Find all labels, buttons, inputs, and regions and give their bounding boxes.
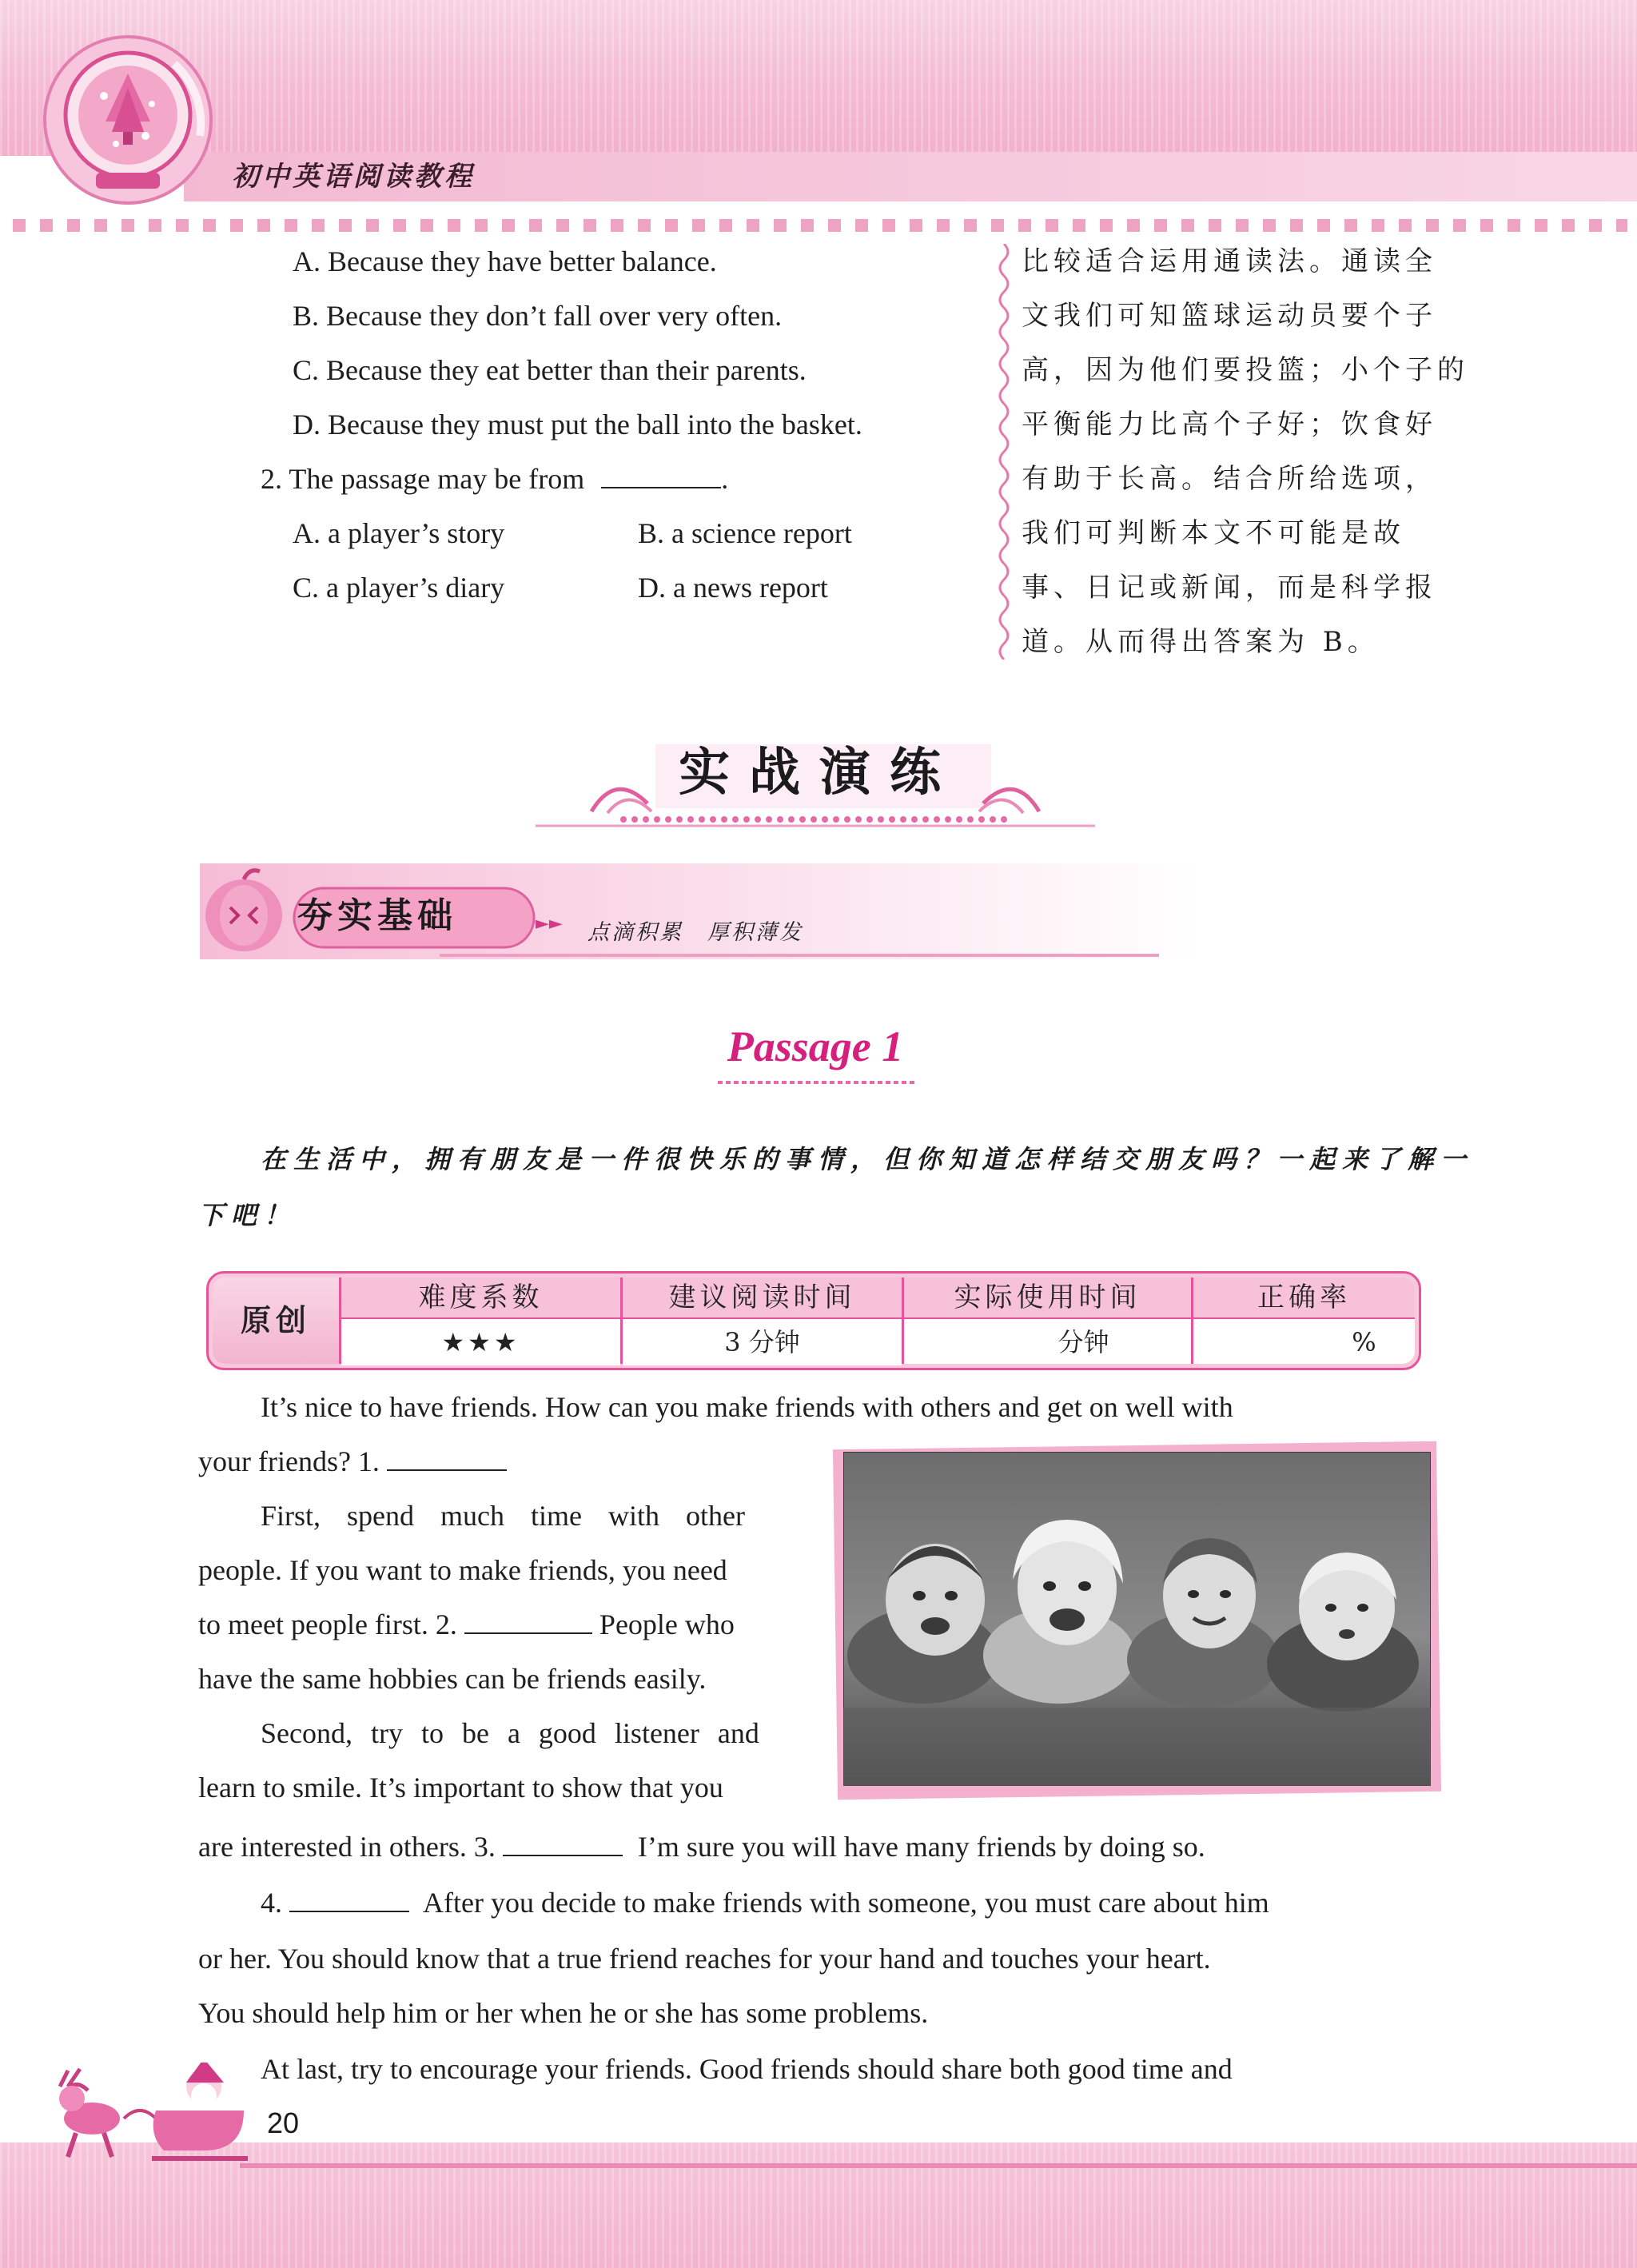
option-1d: D. Because they must put the ball into the basket.	[293, 409, 862, 440]
passage-line-11: or her. You should know that a true friend reaches for your hand and touches your heart.	[198, 1943, 1211, 1975]
subsection-caption: 点滴积累 厚积薄发	[587, 920, 803, 945]
info-value-difficulty: ★★★	[341, 1317, 620, 1365]
passage-title: Passage 1	[727, 1022, 904, 1070]
passage-line-12: You should help him or her when he or she has some problems.	[198, 1997, 929, 2029]
option-2c: C. a player’s diary	[293, 572, 505, 604]
note-line-8: 道。从而得出答案为 B。	[1022, 626, 1380, 658]
header-dotted-divider	[13, 219, 1627, 232]
note-line-2: 文我们可知篮球运动员要个子	[1022, 300, 1437, 332]
option-2b: B. a science report	[638, 517, 852, 549]
passage-line-3: First, spend much time with other	[261, 1500, 745, 1532]
note-line-7: 事、日记或新闻，而是科学报	[1022, 572, 1437, 604]
note-line-4: 平衡能力比高个子好；饮食好	[1022, 409, 1437, 440]
passage-line-10a: 4.	[261, 1887, 282, 1919]
passage-line-1: It’s nice to have friends. How can you make friends with others and get on well with	[261, 1391, 1233, 1423]
info-col-suggested-time	[620, 1277, 902, 1364]
info-table-label: 原创	[213, 1277, 339, 1364]
note-wavy-border	[996, 244, 1012, 660]
section-title: 实战演练	[679, 743, 960, 803]
passage-line-10b: After you decide to make friends with someone, you must care about him	[423, 1887, 1269, 1919]
double-arrow-icon: ►►	[536, 914, 563, 934]
note-line-3: 高，因为他们要投篮；小个子的	[1022, 354, 1469, 386]
note-line-1: 比较适合运用通读法。通读全	[1022, 245, 1437, 277]
passage-title-underline	[718, 1081, 916, 1084]
note-line-5: 有助于长高。结合所给选项，	[1022, 463, 1437, 495]
passage-line-9	[198, 1829, 1205, 1864]
subsection-title: 夯实基础	[297, 895, 457, 936]
passage-line-9a: are interested in others. 3.	[198, 1831, 496, 1863]
answer-blank-4	[289, 1887, 409, 1912]
option-2a: A. a player’s story	[293, 517, 505, 549]
info-value-actual-time: 分钟	[904, 1317, 1191, 1364]
passage-line-5	[198, 1607, 735, 1642]
info-value-accuracy: %	[1193, 1317, 1415, 1364]
passage-line-10	[261, 1885, 1269, 1920]
passage-line-5b: People who	[599, 1608, 735, 1640]
answer-blank-3	[503, 1831, 623, 1856]
santa-sleigh-icon	[44, 2063, 252, 2166]
passage-line-4: people. If you want to make friends, you need	[198, 1554, 727, 1586]
answer-blank-2	[464, 1608, 592, 1634]
passage-line-6: have the same hobbies can be friends easily.	[198, 1663, 707, 1695]
header-stripes	[0, 0, 1637, 156]
passage-line-7: Second, try to be a good listener and	[261, 1717, 759, 1749]
option-2d: D. a news report	[638, 572, 828, 604]
passage-line-5a: to meet people first. 2.	[198, 1608, 457, 1640]
answer-blank	[601, 463, 721, 488]
children-photo	[843, 1452, 1431, 1786]
page-number: 20	[267, 2107, 300, 2139]
option-1a: A. Because they have better balance.	[293, 245, 717, 277]
info-col-accuracy	[1191, 1277, 1415, 1364]
info-header-difficulty: 难度系数	[341, 1277, 620, 1317]
info-header-actual-time: 实际使用时间	[904, 1277, 1191, 1317]
passage-line-13: At last, try to encourage your friends. Good friends should share both good time and	[261, 2053, 1233, 2085]
info-col-actual-time	[902, 1277, 1191, 1364]
question-2-end: .	[721, 463, 729, 495]
option-1b: B. Because they don’t fall over very often.	[293, 300, 783, 332]
note-line-6: 我们可判断本文不可能是故	[1022, 517, 1405, 549]
info-col-difficulty	[339, 1277, 620, 1364]
info-header-suggested-time: 建议阅读时间	[623, 1277, 902, 1317]
question-2	[261, 461, 728, 496]
passage-line-2	[198, 1444, 507, 1479]
footer-line	[240, 2163, 1637, 2168]
intro-line-1: 在生活中，拥有朋友是一件很快乐的事情，但你知道怎样结交朋友吗？一起来了解一	[261, 1144, 1474, 1174]
info-header-accuracy: 正确率	[1193, 1277, 1415, 1317]
book-title: 初中英语阅读教程	[232, 161, 475, 193]
snow-globe-logo-icon	[40, 32, 216, 208]
passage-line-9b: I’m sure you will have many friends by doing so.	[637, 1831, 1205, 1863]
question-2-stem: 2. The passage may be from	[261, 463, 585, 495]
option-1c: C. Because they eat better than their parents.	[293, 354, 807, 386]
intro-line-2: 下吧！	[198, 1200, 297, 1230]
info-value-suggested-time: 3 分钟	[623, 1317, 902, 1365]
answer-blank-1	[387, 1445, 507, 1471]
passage-line-2-text: your friends? 1.	[198, 1445, 380, 1477]
passage-line-8: learn to smile. It’s important to show that you	[198, 1772, 723, 1804]
